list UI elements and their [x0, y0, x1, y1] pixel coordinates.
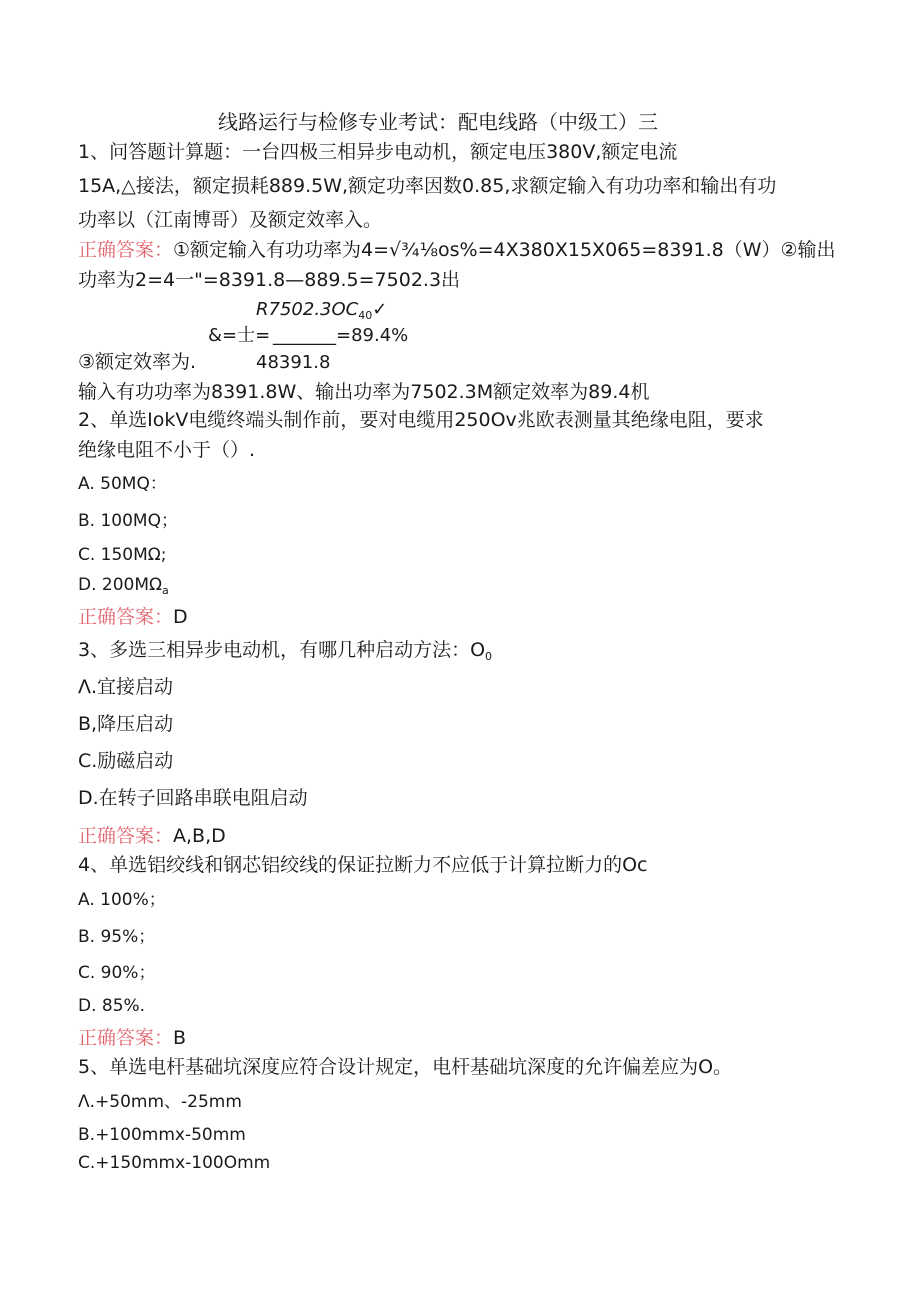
question-text: 2、单选IokV电缆终端头制作前，要对电缆用250Ov兆欧表测量其绝缘电阻，要求: [78, 409, 764, 431]
option-a: Λ.宜接启动: [78, 676, 174, 698]
formula-bottom-left: ③额定效率为.: [78, 351, 197, 373]
option-b: B.+100mmx-50mm: [78, 1125, 246, 1145]
answer-label: 正确答案：: [78, 606, 174, 628]
formula-mid-left: &=士=: [208, 325, 271, 346]
formula-mid-right: _______=89.4%: [273, 325, 409, 346]
answer-value: B: [173, 1027, 187, 1049]
answer-value: A,B,D: [173, 825, 226, 847]
option-d: [78, 573, 169, 603]
option-d-text: D. 200MΩ: [78, 575, 163, 595]
option-c: C. 150MΩ;: [78, 545, 167, 565]
answer-label: 正确答案：: [78, 825, 174, 847]
answer-line: [78, 824, 226, 848]
question-sub: 0: [485, 650, 493, 663]
answer-summary: 输入有功功率为8391.8W、输出功率为7502.3M额定效率为89.4机: [78, 381, 650, 403]
question-text-main: 3、多选三相异步电动机，有哪几种启动方法：O: [78, 639, 486, 661]
question-text: 1、问答题计算题：一台四极三相异步电动机，额定电压380V,额定电流: [78, 141, 678, 163]
formula-bottom-right: 48391.8: [256, 352, 331, 373]
formula-tick: ✓: [372, 299, 388, 320]
answer-label: 正确答案：: [78, 239, 174, 261]
answer-value: D: [173, 606, 188, 628]
option-a: A. 50MQ：: [78, 474, 167, 494]
option-d: D.在转子回路串联电阻启动: [78, 787, 308, 809]
option-b: B. 100MQ；: [78, 511, 178, 531]
answer-text: 功率为2=4一"=8391.8—889.5=7502.3出: [78, 269, 461, 291]
question-text: 4、单选铝绞线和钢芯铝绞线的保证拉断力不应低于计算拉断力的Oc: [78, 854, 648, 876]
answer-line: [78, 605, 188, 629]
question-text: 5、单选电杆基础坑深度应符合设计规定，电杆基础坑深度的允许偏差应为O。: [78, 1056, 733, 1078]
option-c: C.+150mmx-100Omm: [78, 1153, 271, 1173]
answer-label: 正确答案：: [78, 1027, 174, 1049]
option-c: C. 90%；: [78, 963, 156, 983]
question-text: [78, 638, 492, 669]
option-c: C.励磁启动: [78, 750, 174, 772]
option-b: B,降压启动: [78, 713, 174, 735]
question-text: 绝缘电阻不小于（）.: [78, 439, 256, 461]
option-d-sub: a: [162, 584, 169, 597]
answer-text: ①额定输入有功功率为4=√¾⅛os%=4X380X15X065=8391.8（W）②输出: [173, 239, 836, 261]
formula-text: R7502.3OC: [256, 299, 359, 320]
option-d: D. 85%.: [78, 996, 146, 1016]
answer-line: [78, 238, 836, 262]
question-text: 功率以（江南博哥）及额定效率入。: [78, 209, 383, 231]
option-a: Λ.+50mm、-25mm: [78, 1092, 242, 1112]
option-a: A. 100%；: [78, 890, 166, 910]
page-title: 线路运行与检修专业考试：配电线路（中级工）三: [218, 110, 658, 134]
answer-line: [78, 1026, 186, 1050]
formula-sub: 40: [358, 309, 373, 322]
question-text: 15A,△接法，额定损耗889.5W,额定功率因数0.85,求额定输入有功功率和输出有功: [78, 175, 777, 197]
option-b: B. 95%；: [78, 927, 156, 947]
